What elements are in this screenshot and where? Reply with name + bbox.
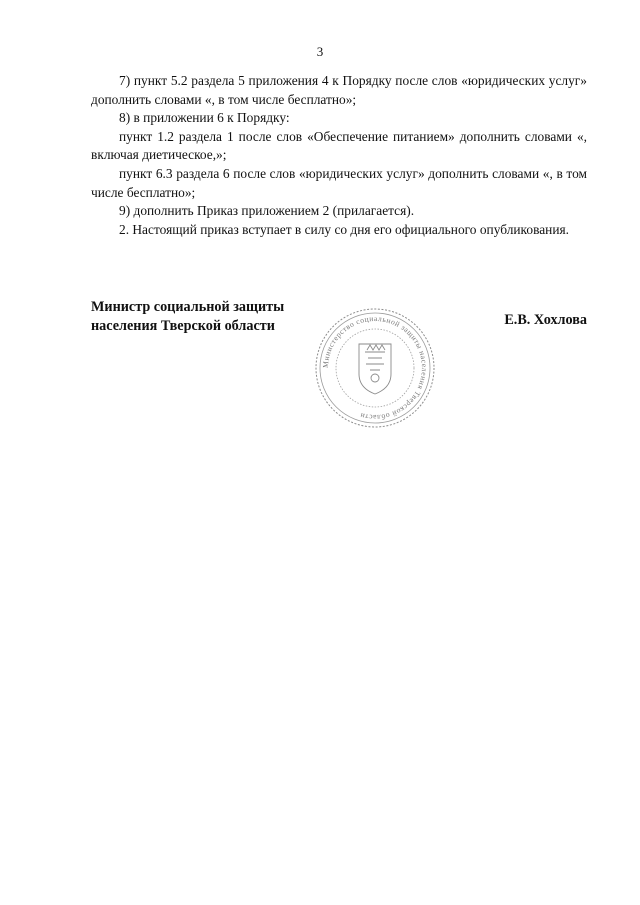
svg-text:Министерство социальной защиты — [321, 314, 429, 422]
paragraph-item-8-point-6-3: пункт 6.3 раздела 6 после слов «юридических услуг» дополнить словами «, в том числе бесплатно»; — [91, 165, 587, 200]
signer-name: Е.В. Хохлова — [504, 312, 587, 328]
paragraph-item-7: 7) пункт 5.2 раздела 5 приложения 4 к Порядку после слов «юридических услуг» дополнить словами «, в том числе бесплатно»; — [91, 73, 587, 107]
paragraph-item-8: 8) в приложении 6 к Порядку: — [119, 110, 290, 126]
document-body — [91, 72, 587, 239]
official-seal-stamp — [313, 306, 437, 430]
page-number: 3 — [316, 44, 324, 59]
seal-text: Министерство социальной защиты населения Тверской области — [320, 313, 430, 423]
signer-title-line-1: Министр социальной защиты — [91, 299, 285, 315]
signature-block — [91, 298, 587, 448]
coat-of-arms-icon — [359, 344, 391, 394]
signer-title — [91, 298, 284, 336]
paragraph-item-9: 9) дополнить Приказ приложением 2 (прилагается). — [119, 203, 415, 219]
paragraph-item-8-point-1-2: пункт 1.2 раздела 1 после слов «Обеспечение питанием» дополнить словами «, включая диетическое,»; — [91, 128, 587, 163]
signer-title-line-2: населения Тверской области — [91, 318, 275, 334]
paragraph-clause-2: 2. Настоящий приказ вступает в силу со дня его официального опубликования. — [119, 221, 569, 237]
